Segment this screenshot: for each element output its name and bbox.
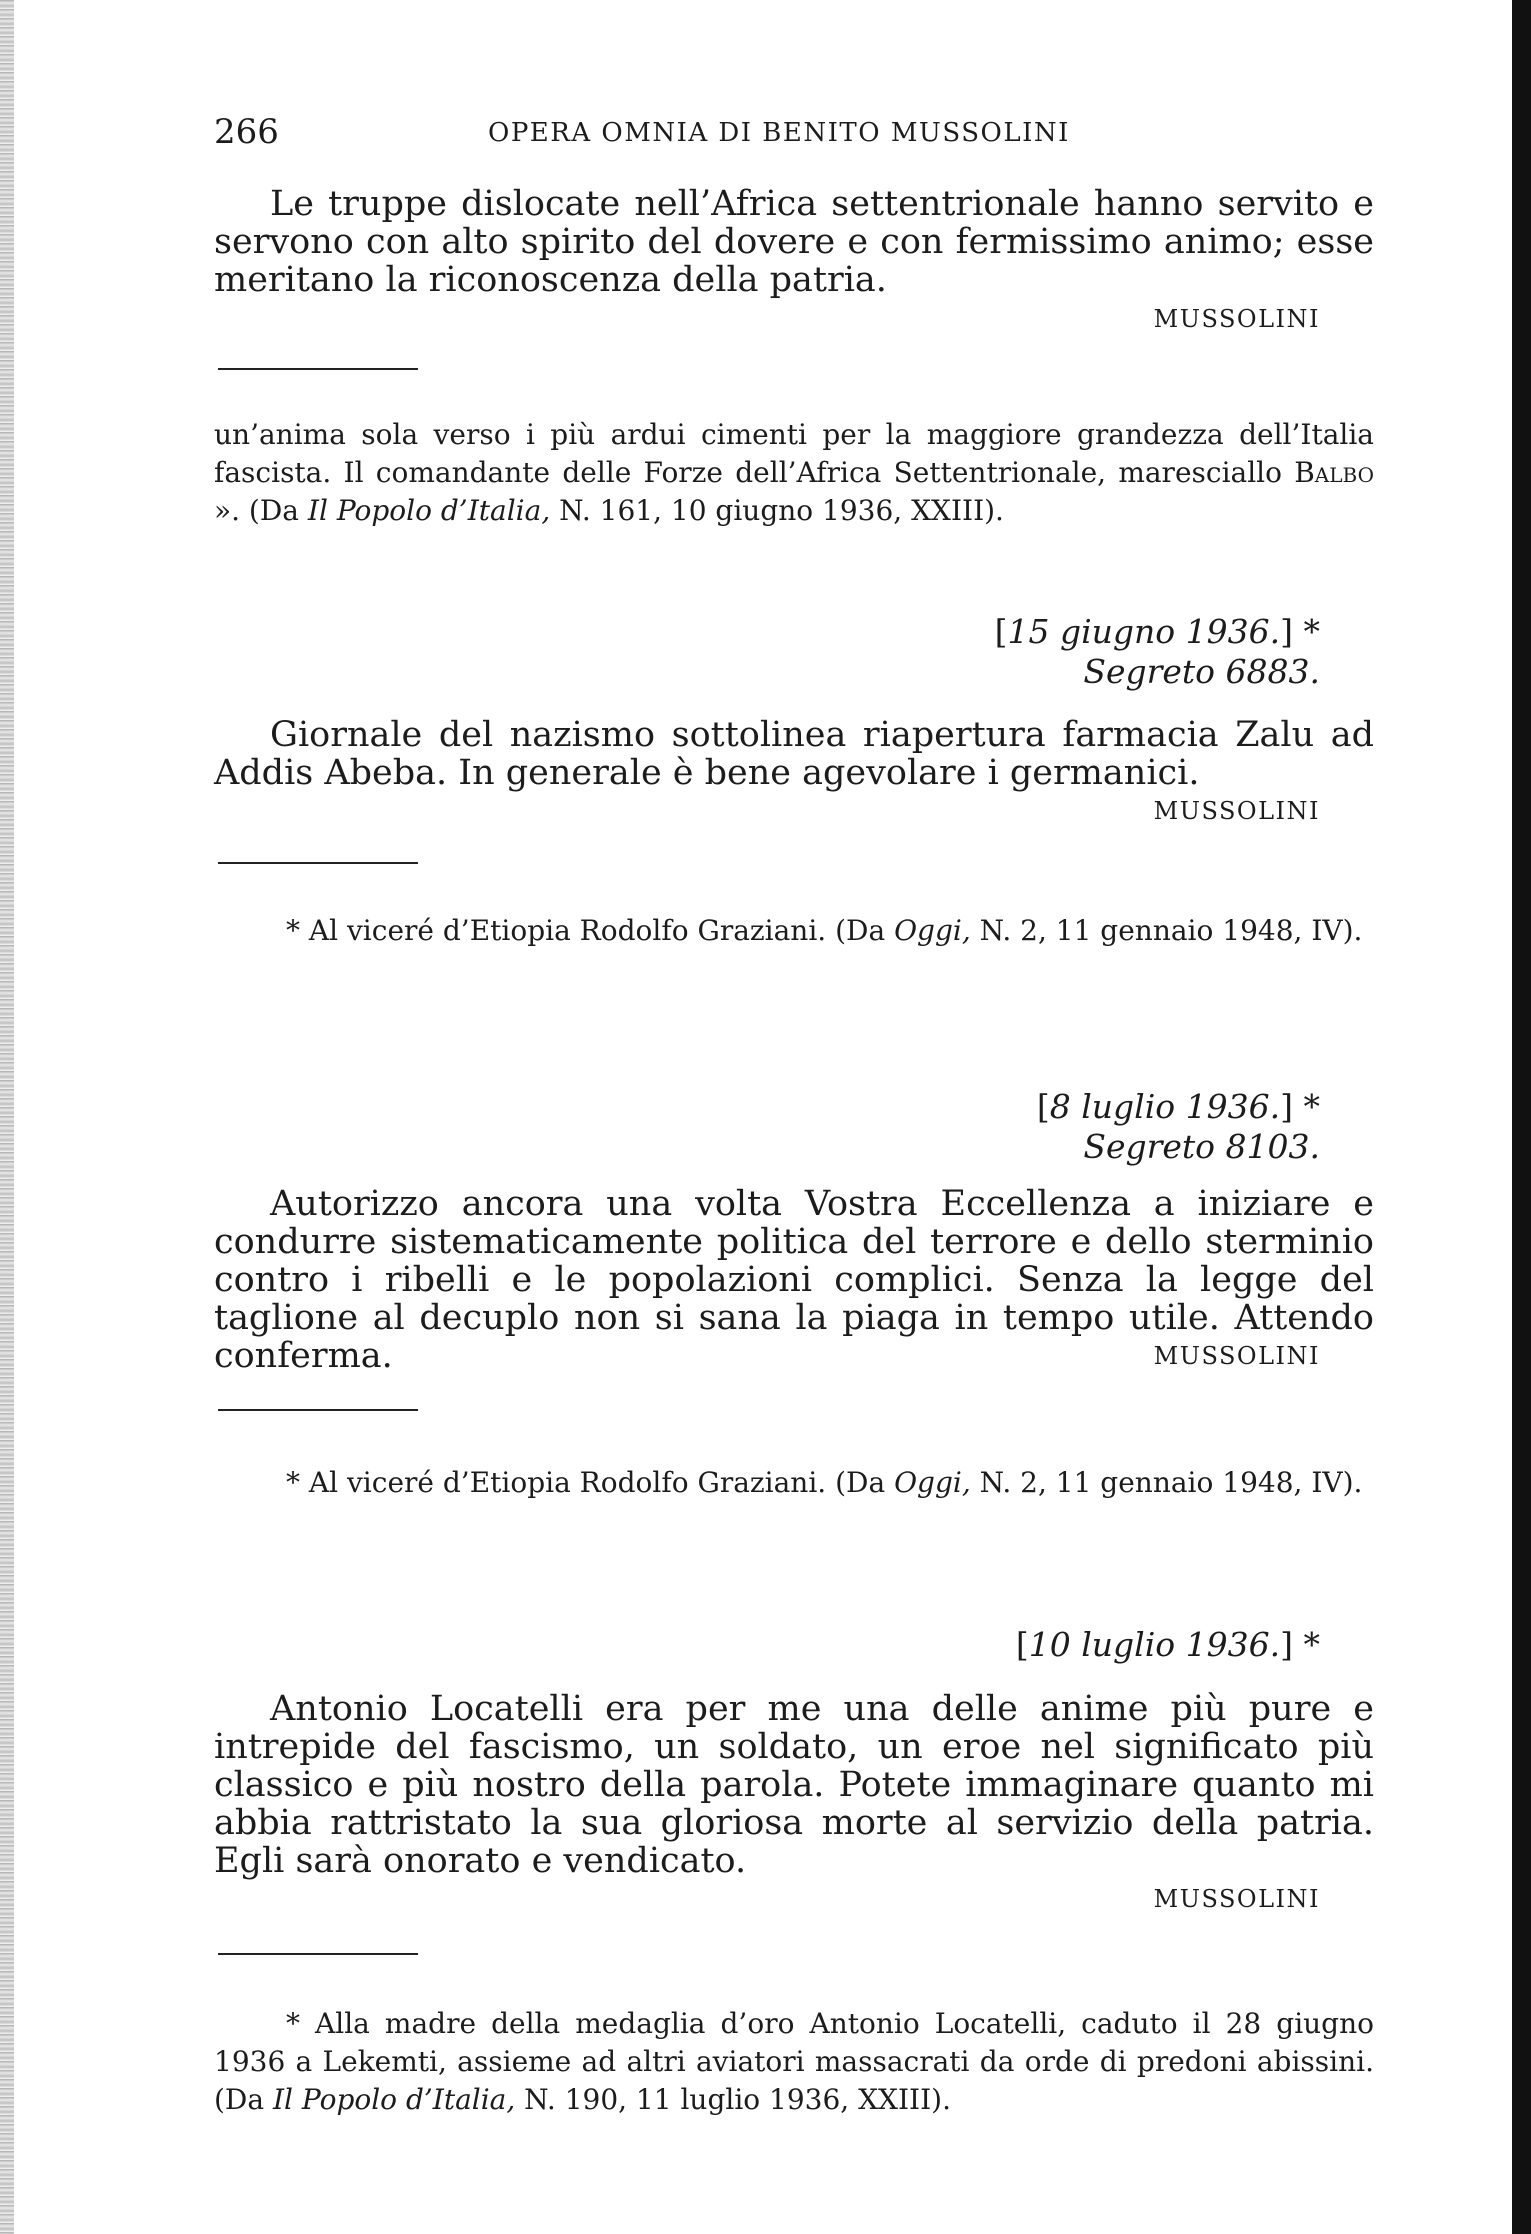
paragraph-terror: Autorizzo ancora una volta Vostra Eccellenza a iniziare e condurre sistematicamente politica del terrore e dello sterminio contro i ribelli e le popolazioni complici. Senza la legge del taglione al decuplo non si sana la piaga in tempo utile. Attendo conferma. bbox=[214, 1184, 1374, 1376]
footnote-1-name: Balbo bbox=[1294, 456, 1374, 489]
footnote-4: * Alla madre della medaglia d’oro Antonio Locatelli, caduto il 28 giugno 1936 a Lekemti, assieme ad altri aviatori massacrati da orde di predoni abissini. (Da Il Popolo d’Italia, N. 190, 11 luglio 1936, XXIII). bbox=[214, 2007, 1374, 2116]
dateline-3-ref: Segreto 8103. bbox=[1083, 1127, 1320, 1166]
dateline-2-ref: Segreto 6883. bbox=[1083, 652, 1320, 691]
footnote-4-source: Il Popolo d’Italia, bbox=[272, 2083, 516, 2116]
paragraph-troops: Le truppe dislocate nell’Africa settentrionale hanno servito e servono con alto spirito del dovere e con fermissimo animo; esse meritano la riconoscenza della patria. bbox=[214, 184, 1374, 300]
footnote-1 bbox=[214, 416, 1374, 530]
footnote-1-text-a: un’anima sola verso i più ardui cimenti per la maggiore grandezza dell’Italia fascista. Il comandante delle Forze dell’Africa Settentrionale, maresciallo bbox=[214, 418, 1374, 489]
footnote-2-tail: N. 2, 11 gennaio 1948, IV). bbox=[970, 914, 1363, 947]
footnote-3-source: Oggi, bbox=[894, 1466, 971, 1499]
dateline-4 bbox=[214, 1625, 1320, 1665]
footnote-2-text: Al viceré d’Etiopia Rodolfo Graziani. (Da bbox=[308, 914, 895, 947]
footnote-1-source: Il Popolo d’Italia, bbox=[307, 494, 551, 527]
dateline-4-date: [10 luglio 1936.] * bbox=[1015, 1625, 1320, 1664]
scan-edge-left bbox=[0, 0, 14, 2234]
dateline-2 bbox=[214, 612, 1320, 692]
dateline-3-date: [8 luglio 1936.] * bbox=[1036, 1087, 1320, 1126]
dateline-3 bbox=[214, 1087, 1320, 1167]
footnote-2-source: Oggi, bbox=[894, 914, 971, 947]
footnote-3-text: Al viceré d’Etiopia Rodolfo Graziani. (Da bbox=[308, 1466, 895, 1499]
footnote-rule-2 bbox=[218, 862, 418, 864]
footnote-rule-3 bbox=[218, 1409, 418, 1411]
footnote-2: * Al viceré d’Etiopia Rodolfo Graziani. (Da Oggi, N. 2, 11 gennaio 1948, IV). bbox=[286, 914, 1363, 947]
footnote-rule-4 bbox=[218, 1953, 418, 1955]
paragraph-locatelli: Antonio Locatelli era per me una delle anime più pure e intrepide del fascismo, un soldato, un eroe nel significato più classico e più nostro della parola. Potete immaginare quanto mi abbia rattristato la sua gloriosa morte al servizio della patria. Egli sarà onorato e vendicato. bbox=[214, 1689, 1374, 1881]
signature-1: MUSSOLINI bbox=[1153, 305, 1320, 333]
signature-4: MUSSOLINI bbox=[1153, 1885, 1320, 1913]
page-header bbox=[214, 112, 1374, 158]
signature-3: MUSSOLINI bbox=[1153, 1342, 1320, 1370]
paragraph-nazism: Giornale del nazismo sottolinea riapertura farmacia Zalu ad Addis Abeba. In generale è bene agevolare i germanici. bbox=[214, 715, 1374, 793]
scan-edge-right bbox=[1512, 0, 1531, 2234]
footnote-3: * Al viceré d’Etiopia Rodolfo Graziani. (Da Oggi, N. 2, 11 gennaio 1948, IV). bbox=[286, 1466, 1363, 1499]
page-number: 266 bbox=[214, 112, 279, 152]
footnote-4-tail: N. 190, 11 luglio 1936, XXIII). bbox=[515, 2083, 951, 2116]
footnote-1-text-b: ». (Da bbox=[214, 494, 308, 527]
dateline-2-date: [15 giugno 1936.] * bbox=[994, 612, 1320, 651]
footnote-1-text-c: N. 161, 10 giugno 1936, XXIII). bbox=[550, 494, 1004, 527]
footnote-3-tail: N. 2, 11 gennaio 1948, IV). bbox=[970, 1466, 1363, 1499]
footnote-4-text: Alla madre della medaglia d’oro Antonio Locatelli, caduto il 28 giugno 1936 a Lekemti, assieme ad altri aviatori massacrati da orde di predoni abissini. (Da bbox=[214, 2007, 1374, 2116]
signature-2: MUSSOLINI bbox=[1153, 797, 1320, 825]
running-title: OPERA OMNIA DI BENITO MUSSOLINI bbox=[488, 118, 1070, 148]
footnote-rule-1 bbox=[218, 368, 418, 370]
